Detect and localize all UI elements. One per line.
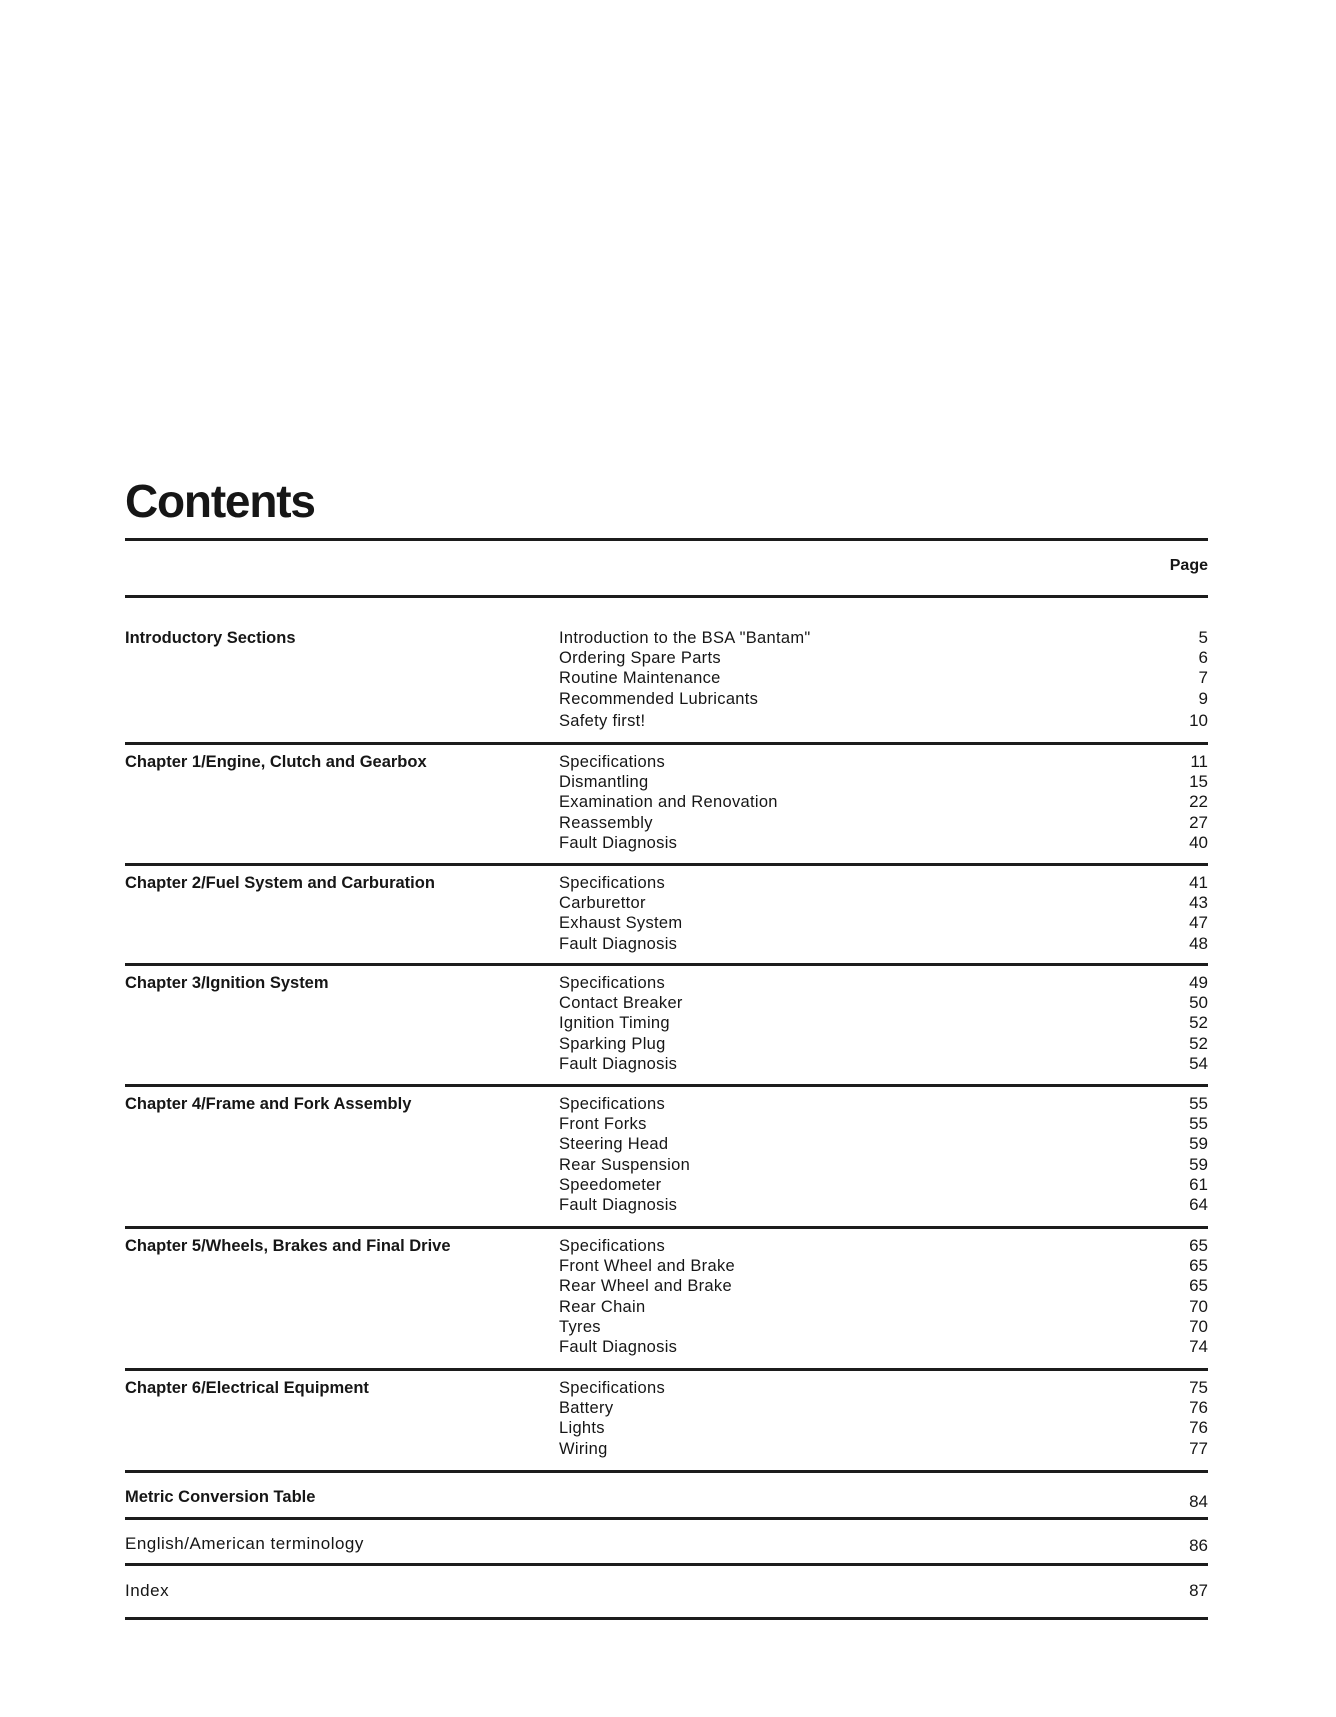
entry-page-number: 47 [1189, 913, 1208, 933]
toc-entry[interactable] [559, 668, 1208, 688]
entry-page-number: 43 [1189, 893, 1208, 913]
entry-label: Contact Breaker [559, 994, 683, 1013]
toc-entry[interactable] [559, 648, 1208, 668]
entry-label: Lights [559, 1419, 605, 1438]
section-entries [559, 973, 1208, 1074]
entry-page-number: 59 [1189, 1134, 1208, 1154]
toc-entry[interactable] [559, 1236, 1208, 1256]
toc-entry[interactable] [559, 1175, 1208, 1195]
toc-entry[interactable] [559, 1034, 1208, 1054]
entry-page-number: 86 [1189, 1536, 1208, 1555]
entry-label: Ordering Spare Parts [559, 649, 721, 668]
section-title: Index [125, 1581, 170, 1600]
entry-label: Rear Wheel and Brake [559, 1277, 732, 1296]
toc-entry[interactable] [559, 1013, 1208, 1033]
entry-label: Fault Diagnosis [559, 833, 678, 852]
toc-section-chapter-4 [125, 1094, 1208, 1229]
toc-entry[interactable] [559, 1094, 1208, 1114]
toc-section-chapter-1 [125, 752, 1208, 866]
toc-entry[interactable] [559, 893, 1208, 913]
entry-page-number: 84 [1189, 1492, 1208, 1511]
entry-page-number: 22 [1189, 792, 1208, 812]
toc-entry[interactable] [559, 1134, 1208, 1154]
section-entries [559, 1236, 1208, 1357]
entry-page-number: 61 [1189, 1174, 1208, 1194]
toc-entry[interactable] [559, 1317, 1208, 1337]
entry-label: Ignition Timing [559, 1014, 670, 1033]
page-column-label: Page [1169, 557, 1208, 574]
entry-page-number: 76 [1189, 1398, 1208, 1418]
entry-page-number: 55 [1189, 1094, 1208, 1113]
entry-page-number: 52 [1189, 1013, 1208, 1033]
toc-entry[interactable] [559, 1276, 1208, 1296]
section-title: English/American terminology [125, 1534, 364, 1553]
toc-entry[interactable] [559, 1439, 1208, 1459]
section-title: Chapter 1/Engine, Clutch and Gearbox [125, 753, 427, 771]
entry-label: Fault Diagnosis [559, 1054, 678, 1073]
entry-label: Specifications [559, 1095, 666, 1113]
toc-entry[interactable] [559, 873, 1208, 893]
entry-label: Wiring [559, 1439, 608, 1458]
entry-page-number: 48 [1189, 933, 1208, 953]
toc-entry[interactable] [559, 1256, 1208, 1276]
entry-page-number: 70 [1189, 1316, 1208, 1336]
page-column-header [125, 538, 1208, 598]
entry-page-number: 65 [1189, 1256, 1208, 1276]
section-title: Chapter 6/Electrical Equipment [125, 1379, 369, 1397]
entry-label: Examination and Renovation [559, 793, 778, 812]
entry-page-number: 75 [1189, 1378, 1208, 1397]
entry-page-number: 27 [1189, 812, 1208, 832]
entry-label: Front Wheel and Brake [559, 1257, 735, 1276]
entry-page-number: 5 [1198, 628, 1208, 647]
entry-label: Specifications [559, 974, 666, 992]
toc-section-chapter-2 [125, 873, 1208, 966]
entry-page-number: 40 [1189, 832, 1208, 852]
entry-label: Sparking Plug [559, 1034, 666, 1053]
toc-entry[interactable] [559, 752, 1208, 772]
entry-page-number: 10 [1189, 710, 1208, 730]
entry-label: Carburettor [559, 894, 646, 913]
entry-label: Specifications [559, 874, 666, 892]
section-entries [559, 1094, 1208, 1215]
toc-entry[interactable] [559, 1155, 1208, 1175]
entry-page-number: 15 [1189, 772, 1208, 792]
entry-page-number: 11 [1190, 752, 1208, 771]
toc-section-chapter-6 [125, 1378, 1208, 1473]
toc-entry[interactable] [559, 628, 1208, 648]
toc-entry[interactable] [559, 1054, 1208, 1074]
toc-section-metric-conversion[interactable] [125, 1474, 1208, 1520]
toc-entry[interactable] [559, 792, 1208, 812]
entry-page-number: 6 [1198, 648, 1208, 668]
entry-page-number: 9 [1198, 688, 1208, 708]
toc-entry[interactable] [559, 1378, 1208, 1398]
section-entries [559, 873, 1208, 954]
entry-label: Rear Chain [559, 1297, 646, 1316]
entry-page-number: 50 [1189, 993, 1208, 1013]
section-entries [559, 752, 1208, 853]
toc-entry[interactable] [559, 1418, 1208, 1438]
entry-label: Fault Diagnosis [559, 1337, 678, 1356]
entry-label: Safety first! [559, 711, 646, 730]
entry-label: Recommended Lubricants [559, 689, 759, 708]
entry-label: Tyres [559, 1317, 601, 1336]
toc-section-english-american-terminology[interactable] [125, 1520, 1208, 1566]
section-entries [559, 628, 1208, 731]
toc-entry[interactable] [559, 934, 1208, 954]
toc-entry[interactable] [559, 1337, 1208, 1357]
entry-page-number: 41 [1189, 873, 1208, 892]
entry-page-number: 77 [1189, 1438, 1208, 1458]
toc-section-index[interactable] [125, 1566, 1208, 1620]
entry-page-number: 87 [1189, 1581, 1208, 1600]
entry-label: Dismantling [559, 773, 649, 792]
entry-page-number: 54 [1189, 1053, 1208, 1073]
section-entries [559, 1378, 1208, 1459]
entry-label: Front Forks [559, 1115, 647, 1134]
toc-entry[interactable] [559, 1297, 1208, 1317]
toc-entry[interactable] [559, 813, 1208, 833]
page-title: Contents [125, 475, 315, 527]
section-title: Chapter 3/Ignition System [125, 974, 329, 992]
entry-label: Battery [559, 1399, 614, 1418]
entry-label: Fault Diagnosis [559, 1195, 678, 1214]
entry-page-number: 74 [1189, 1336, 1208, 1356]
entry-label: Speedometer [559, 1175, 662, 1194]
toc-entry[interactable] [559, 973, 1208, 993]
entry-page-number: 7 [1198, 668, 1208, 688]
entry-label: Reassembly [559, 813, 653, 832]
section-title: Metric Conversion Table [125, 1488, 316, 1506]
entry-label: Routine Maintenance [559, 669, 721, 688]
entry-page-number: 76 [1189, 1418, 1208, 1438]
toc-entry[interactable] [559, 1195, 1208, 1215]
entry-page-number: 70 [1189, 1296, 1208, 1316]
entry-page-number: 65 [1189, 1276, 1208, 1296]
entry-label: Specifications [559, 753, 666, 771]
toc-entry[interactable] [559, 993, 1208, 1013]
entry-label: Fault Diagnosis [559, 934, 678, 953]
toc-entry[interactable] [559, 1114, 1208, 1134]
entry-label: Specifications [559, 1379, 666, 1397]
toc-entry[interactable] [559, 833, 1208, 853]
entry-label: Specifications [559, 1237, 666, 1255]
section-title: Chapter 2/Fuel System and Carburation [125, 874, 435, 892]
toc-section-chapter-5 [125, 1236, 1208, 1371]
entry-page-number: 65 [1189, 1236, 1208, 1255]
toc-entry[interactable] [559, 711, 1208, 731]
toc-entry[interactable] [559, 772, 1208, 792]
section-title: Chapter 4/Frame and Fork Assembly [125, 1095, 412, 1113]
entry-label: Rear Suspension [559, 1155, 691, 1174]
entry-page-number: 64 [1189, 1194, 1208, 1214]
toc-entry[interactable] [559, 689, 1208, 709]
toc-section-chapter-3 [125, 973, 1208, 1087]
entry-page-number: 49 [1189, 973, 1208, 992]
entry-page-number: 59 [1189, 1154, 1208, 1174]
section-title: Chapter 5/Wheels, Brakes and Final Drive [125, 1237, 451, 1255]
entry-label: Exhaust System [559, 914, 683, 933]
entry-label: Introduction to the BSA "Bantam" [559, 629, 811, 647]
toc-section-introductory [125, 628, 1208, 745]
entry-label: Steering Head [559, 1135, 669, 1154]
entry-page-number: 52 [1189, 1033, 1208, 1053]
entry-page-number: 55 [1189, 1114, 1208, 1134]
toc-entry[interactable] [559, 913, 1208, 933]
toc-entry[interactable] [559, 1398, 1208, 1418]
section-title: Introductory Sections [125, 629, 296, 647]
